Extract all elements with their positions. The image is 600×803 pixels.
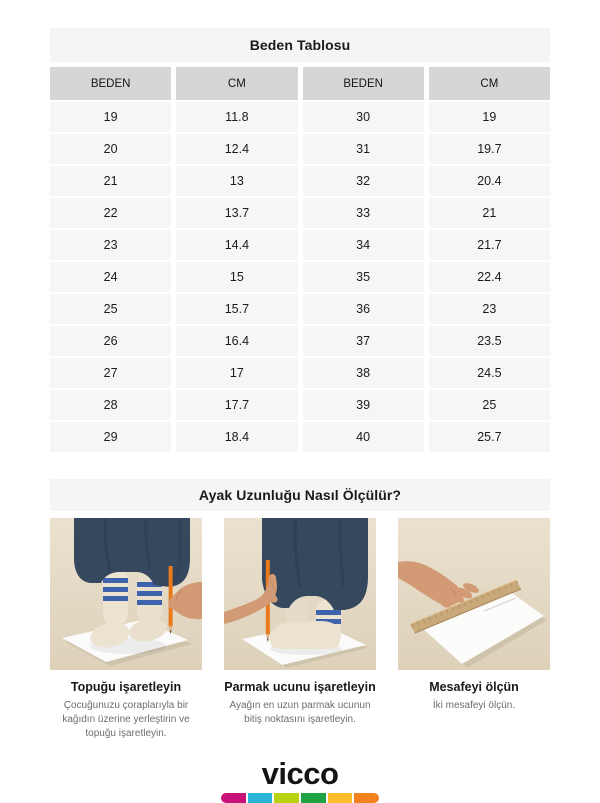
size-table-cell: 30 <box>303 102 424 132</box>
size-table-title: Beden Tablosu <box>249 37 351 53</box>
brand-bar-segment <box>248 793 273 803</box>
size-table-cell: 27 <box>50 358 171 388</box>
size-table-cell: 17 <box>176 358 297 388</box>
size-table-cell: 22 <box>50 198 171 228</box>
size-table-cell: 20 <box>50 134 171 164</box>
size-table-cell: 23.5 <box>429 326 550 356</box>
size-table-cell: 33 <box>303 198 424 228</box>
brand-bar-segment <box>274 793 299 803</box>
size-table-column-header: CM <box>176 67 297 100</box>
size-table-cell: 15 <box>176 262 297 292</box>
size-table-cell: 24.5 <box>429 358 550 388</box>
size-table-cell: 15.7 <box>176 294 297 324</box>
size-table-column-header: CM <box>429 67 550 100</box>
step-description: Çocuğunuzu çoraplarıyla bir kağıdın üzerine yerleştirin ve topuğu işaretleyin. <box>62 700 190 739</box>
size-table-cell: 26 <box>50 326 171 356</box>
step-title: Mesafeyi ölçün <box>429 680 519 694</box>
size-table-cell: 29 <box>50 422 171 452</box>
measure-guide-title-bar <box>50 479 550 511</box>
size-table-cell: 19.7 <box>429 134 550 164</box>
size-table-cell: 25 <box>50 294 171 324</box>
size-table-cell: 14.4 <box>176 230 297 260</box>
size-table <box>50 67 550 452</box>
mark-toe-photo <box>224 518 376 670</box>
step-title: Topuğu işaretleyin <box>70 680 182 694</box>
size-table-cell: 17.7 <box>176 390 297 420</box>
size-table-cell: 35 <box>303 262 424 292</box>
step-caption-mark-toe <box>224 680 376 741</box>
measure-distance-photo <box>398 518 550 670</box>
step-description: İki mesafeyi ölçün. <box>432 700 516 711</box>
size-table-cell: 13 <box>176 166 297 196</box>
step-caption-measure <box>398 680 550 741</box>
size-table-cell: 37 <box>303 326 424 356</box>
size-table-cell: 36 <box>303 294 424 324</box>
size-table-cell: 24 <box>50 262 171 292</box>
size-table-cell: 19 <box>50 102 171 132</box>
size-table-cell: 18.4 <box>176 422 297 452</box>
size-table-cell: 21 <box>429 198 550 228</box>
size-table-cell: 28 <box>50 390 171 420</box>
size-table-cell: 12.4 <box>176 134 297 164</box>
size-table-column-header: BEDEN <box>50 67 171 100</box>
measure-guide-photos <box>50 518 550 670</box>
size-table-title-bar <box>50 28 550 62</box>
size-table-cell: 34 <box>303 230 424 260</box>
brand-bar-segment <box>354 793 379 803</box>
size-table-cell: 21 <box>50 166 171 196</box>
size-table-cell: 32 <box>303 166 424 196</box>
measure-guide-title: Ayak Uzunluğu Nasıl Ölçülür? <box>198 487 402 503</box>
size-table-cell: 22.4 <box>429 262 550 292</box>
size-table-cell: 25 <box>429 390 550 420</box>
size-table-cell: 25.7 <box>429 422 550 452</box>
size-table-cell: 20.4 <box>429 166 550 196</box>
step-caption-mark-heel <box>50 680 202 741</box>
size-table-cell: 11.8 <box>176 102 297 132</box>
step-title: Parmak ucunu işaretleyin <box>224 680 376 694</box>
size-table-cell: 23 <box>429 294 550 324</box>
size-table-cell: 39 <box>303 390 424 420</box>
size-table-cell: 13.7 <box>176 198 297 228</box>
size-table-cell: 19 <box>429 102 550 132</box>
brand-color-bar <box>221 793 379 803</box>
vicco-logo: vicco <box>261 756 339 791</box>
size-table-cell: 31 <box>303 134 424 164</box>
mark-heel-photo <box>50 518 202 670</box>
brand-footer <box>50 758 550 803</box>
size-table-cell: 16.4 <box>176 326 297 356</box>
measure-guide-captions <box>50 680 550 741</box>
brand-bar-segment <box>221 793 246 803</box>
size-table-cell: 40 <box>303 422 424 452</box>
brand-bar-segment <box>301 793 326 803</box>
size-table-cell: 21.7 <box>429 230 550 260</box>
step-description: Ayağın en uzun parmak ucunun bitiş noktasını işaretleyin. <box>229 700 371 725</box>
size-table-cell: 38 <box>303 358 424 388</box>
brand-bar-segment <box>328 793 353 803</box>
size-table-cell: 23 <box>50 230 171 260</box>
size-table-column-header: BEDEN <box>303 67 424 100</box>
